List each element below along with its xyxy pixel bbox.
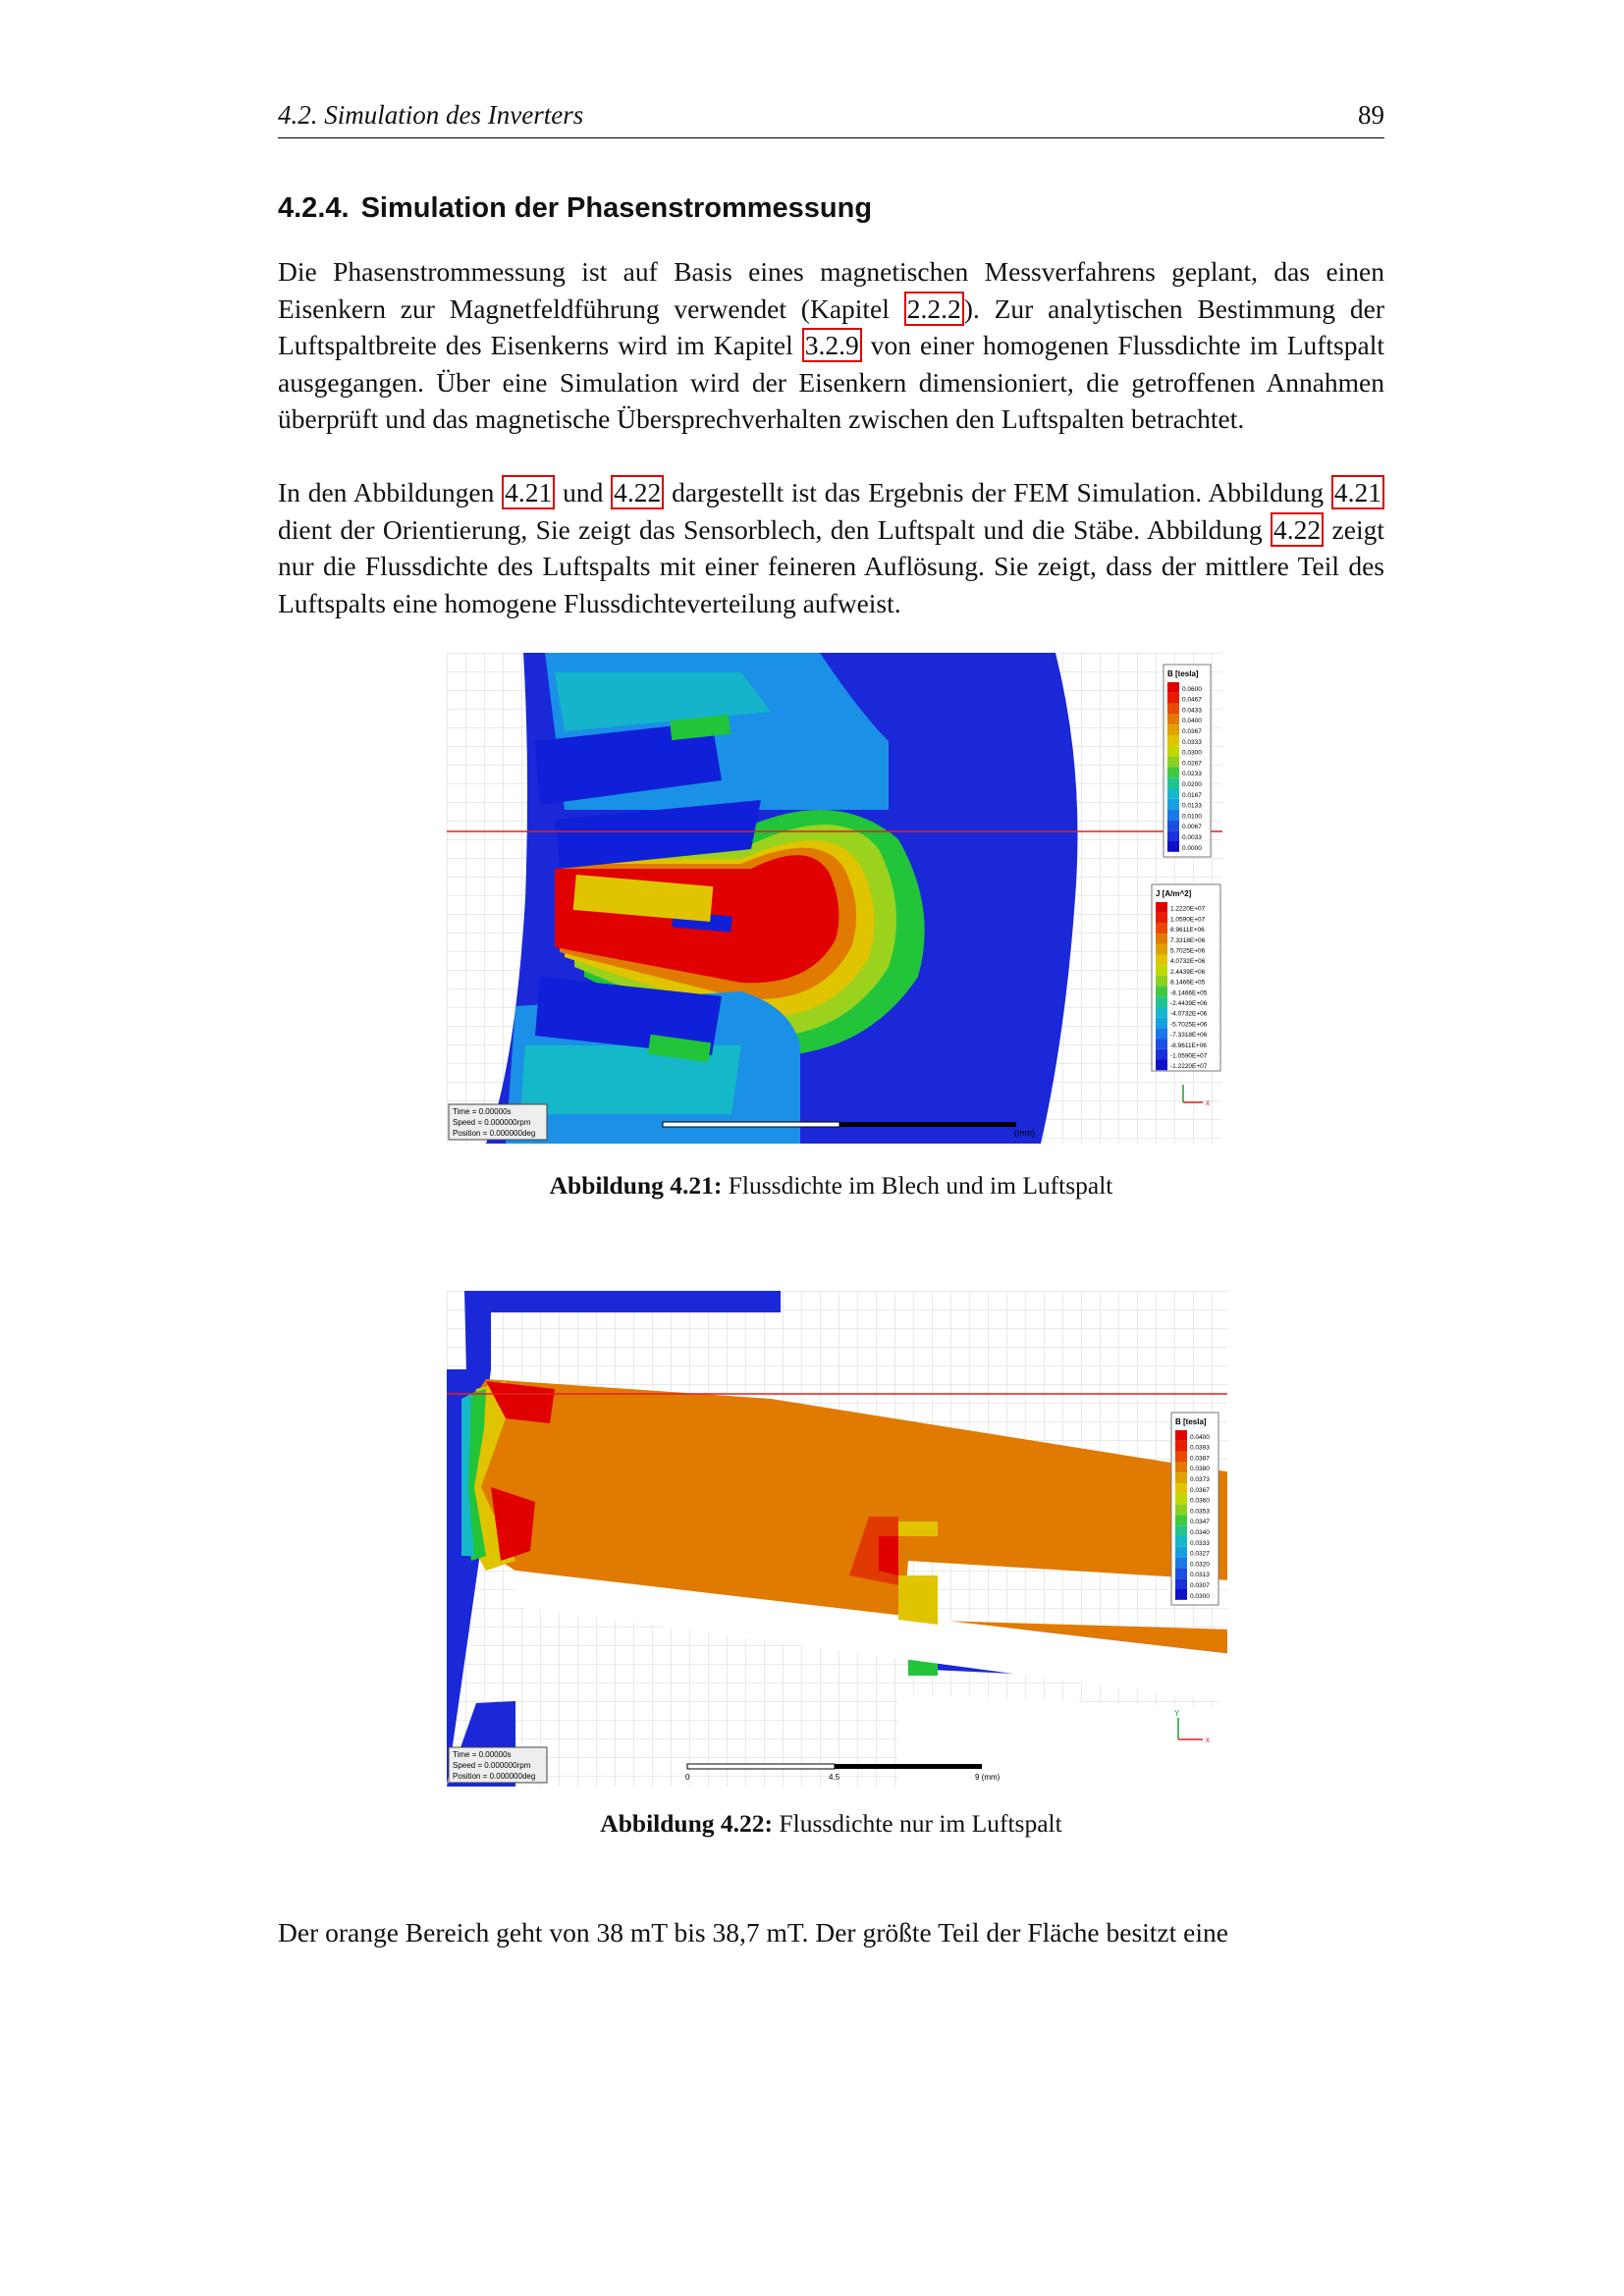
legend-swatch [1175,1505,1187,1516]
legend-value: 0.0360 [1190,1497,1210,1505]
legend-swatch [1175,1589,1187,1600]
info-speed: Speed = 0.000000rpm [453,1118,531,1127]
simulation-info-box [449,1747,547,1783]
text-run: und [555,477,612,507]
legend-swatch [1175,1515,1187,1525]
legend-swatch [1167,704,1179,715]
legend-value: 0.0313 [1190,1572,1210,1579]
text-run: dargestellt ist das Ergebnis der FEM Simulation. Abbildung [664,477,1331,507]
legend-value: 1.2220E+07 [1170,905,1206,913]
info-position: Position = 0.000000deg [453,1772,536,1781]
legend-swatch [1167,767,1179,777]
text-run: zeigt nur die Flussdichte des Luftspalts mit einer feineren Auflösung. Sie zeigt, dass der mittlere Teil des Luftspalts eine homogene Flussdichteverteilung aufweist. [278,513,1384,618]
text-run: In den Abbildungen [278,477,503,507]
legend-value: 0.0133 [1182,802,1202,810]
legend-value: 0.0200 [1182,781,1202,788]
legend-swatch [1156,1028,1167,1039]
legend-b-title: B [tesla] [1167,669,1199,678]
legend-swatch [1175,1525,1187,1536]
text-run: bis [667,1917,713,1948]
legend-value: 0.0267 [1182,760,1202,768]
scale-unit: (mm) [1014,1128,1035,1138]
legend-value: 5.7025E+06 [1170,947,1206,955]
figure-4-21-fem-plot [447,653,1222,1144]
legend-swatch [1175,1536,1187,1547]
fem-flux-density-plot-airgap [447,1291,1227,1787]
legend-swatch [1175,1547,1187,1558]
fem-flux-density-plot-sheet [447,653,1222,1144]
legend-value: 0.0100 [1182,813,1202,821]
axis-y-label: Y [1174,1709,1180,1718]
ref-link-figure-4-21[interactable]: 4.21 [502,475,555,509]
legend-swatch [1175,1568,1187,1578]
value-38mt: 38 mT [596,1917,668,1948]
legend-swatch [1156,955,1167,966]
legend-value: 0.0300 [1190,1592,1210,1600]
running-title: 4.2. Simulation des Inverters [278,100,584,130]
text-run: ). Zur analytischen Bestimmung der Luftspaltbreite des Eisenkerns wird im Kapitel [278,293,1384,360]
axis-x-label: x [1206,1735,1210,1744]
legend-swatch [1156,902,1167,913]
text-run: dient der Orientierung, Sie zeigt das Sensorblech, den Luftspalt und die Stäbe. Abbildung [278,513,1272,545]
legend-value: 0.0380 [1190,1466,1210,1473]
legend-swatch [1175,1472,1187,1483]
ref-link-figure-4-21[interactable]: 4.21 [1331,475,1384,509]
legend-swatch [1167,757,1179,768]
info-speed: Speed = 0.000000rpm [453,1761,531,1770]
legend-value: 0.0320 [1190,1561,1210,1569]
legend-swatch [1156,934,1167,944]
legend-value: -1.0590E+07 [1170,1052,1208,1060]
legend-value: 0.0000 [1182,844,1202,852]
figure-4-22-caption [278,1809,1384,1839]
legend-swatch [1167,830,1179,841]
legend-value: 0.0373 [1190,1476,1210,1483]
legend-value: 0.0433 [1182,707,1202,715]
legend-swatch [1175,1452,1187,1463]
caption-text: Flussdichte nur im Luftspalt [779,1809,1062,1838]
ref-link-figure-4-22[interactable]: 4.22 [611,475,664,509]
legend-swatch [1175,1494,1187,1505]
legend-swatch [1156,1018,1167,1029]
legend-value: 0.0353 [1190,1508,1210,1516]
legend-value: 0.0393 [1190,1444,1210,1452]
scale-bar-black [839,1122,1016,1127]
legend-value: 0.0300 [1182,749,1202,757]
legend-value: 8.1466E+05 [1170,979,1206,987]
legend-value: 0.0400 [1182,718,1202,725]
legend-value: -7.3318E+06 [1170,1032,1208,1040]
legend-value: -5.7025E+06 [1170,1021,1208,1029]
legend-swatch [1175,1558,1187,1569]
figure-4-22-fem-plot [447,1291,1227,1787]
legend-swatch [1156,1049,1167,1060]
legend-value: 0.0367 [1182,728,1202,735]
legend-value: 1.0590E+07 [1170,916,1206,924]
legend-swatch [1175,1462,1187,1472]
legend-swatch [1156,913,1167,924]
legend-b-title: B [tesla] [1175,1417,1207,1426]
legend-value: 0.0600 [1182,685,1202,693]
text-run: Die Phasenstrommessung ist auf Basis eines magnetischen Messverfahrens geplant, das einen Eisenkern zur Magnetfeldführung verwendet (Kapitel [278,256,1384,324]
legend-value: 0.0333 [1190,1539,1210,1547]
paragraph-figures [278,474,1384,621]
ref-link-figure-4-22[interactable]: 4.22 [1271,512,1324,547]
legend-value: 4.0732E+06 [1170,958,1206,966]
scale-tick-mid: 4.5 [829,1773,840,1782]
text-run: Der orange Bereich geht von [278,1917,597,1948]
legend-swatch [1175,1441,1187,1452]
legend-swatch [1175,1483,1187,1494]
legend-value: 0.0400 [1190,1433,1210,1441]
legend-swatch [1167,693,1179,704]
legend-swatch [1167,820,1179,830]
legend-swatch [1156,965,1167,976]
legend-value: 0.0033 [1182,834,1202,841]
legend-swatch [1167,682,1179,693]
legend-value: 0.0167 [1182,791,1202,799]
legend-value: 8.9611E+06 [1170,927,1205,934]
legend-swatch [1167,788,1179,799]
legend-j-current-density [1152,884,1220,1071]
value-38-7mt: 38,7 mT [712,1917,802,1948]
legend-swatch [1167,724,1179,735]
legend-swatch [1156,1060,1167,1071]
legend-swatch [1167,746,1179,757]
legend-value: -1.2220E+07 [1170,1063,1208,1071]
info-position: Position = 0.000000deg [453,1129,536,1138]
legend-b-tesla [1164,665,1211,857]
simulation-info-box [449,1104,547,1140]
legend-swatch [1156,944,1167,955]
legend-value: -4.0732E+06 [1170,1010,1208,1018]
legend-value: 0.0307 [1190,1582,1210,1589]
legend-value: 0.0327 [1190,1550,1210,1558]
caption-label: Abbildung 4.22: [600,1809,774,1838]
axis-x-label: x [1206,1098,1210,1107]
legend-value: 0.0467 [1182,696,1202,704]
text-run: . Der größte Teil der Fläche besitzt eine [801,1917,1228,1948]
scale-tick-0: 0 [685,1773,690,1782]
legend-swatch [1156,923,1167,934]
legend-value: 0.0347 [1190,1519,1210,1526]
caption-label: Abbildung 4.21: [549,1171,723,1200]
running-header [278,98,1384,138]
legend-swatch [1156,1039,1167,1049]
legend-value: -8.9611E+06 [1170,1041,1207,1049]
scale-tick-end: 9 (mm) [975,1773,1001,1782]
ref-link-chapter-2-2-2[interactable]: 2.2.2 [904,292,964,326]
section-heading [278,192,872,225]
legend-swatch [1167,810,1179,821]
scale-bar-white [663,1122,839,1127]
legend-value: 0.0333 [1182,738,1202,746]
legend-value: 7.3318E+06 [1170,936,1206,944]
legend-swatch [1167,799,1179,810]
legend-value: 0.0067 [1182,824,1202,831]
text-run: von einer homogenen Flussdichte im Luftspalt ausgegangen. Über eine Simulation wird der Eisenkern dimensioniert, die getroffenen Annahmen überprüft und das magnetische Übersprechverhalten zwischen den Luftspalten betrachtet. [278,330,1384,434]
legend-value: 0.0367 [1190,1486,1210,1494]
legend-value: -8.1466E+05 [1170,989,1208,997]
section-title: Simulation der Phasenstrommessung [360,192,873,224]
legend-value: -2.4439E+06 [1170,1000,1208,1007]
paragraph-intro [278,253,1384,438]
legend-value: 0.0233 [1182,771,1202,778]
legend-value: 0.0387 [1190,1455,1210,1463]
caption-text: Flussdichte im Blech und im Luftspalt [728,1171,1113,1200]
figure-4-21-caption [278,1171,1384,1201]
paragraph-orange-range [278,1914,1384,1951]
info-time: Time = 0.00000s [453,1107,512,1116]
ref-link-chapter-3-2-9[interactable]: 3.2.9 [802,328,862,362]
legend-swatch [1167,735,1179,746]
legend-swatch [1156,976,1167,987]
legend-b-tesla [1171,1413,1218,1605]
legend-j-title: J [A/m^2] [1156,889,1192,898]
legend-swatch [1167,841,1179,852]
legend-swatch [1156,996,1167,1007]
legend-swatch [1167,777,1179,788]
page-number: 89 [1358,100,1384,130]
section-number: 4.2.4. [278,192,350,224]
info-time: Time = 0.00000s [453,1750,512,1759]
legend-swatch [1175,1430,1187,1441]
legend-swatch [1167,714,1179,724]
legend-swatch [1156,1007,1167,1018]
legend-swatch [1175,1578,1187,1589]
legend-value: 2.4439E+06 [1170,968,1206,976]
legend-value: 0.0340 [1190,1529,1210,1536]
legend-swatch [1156,987,1167,997]
